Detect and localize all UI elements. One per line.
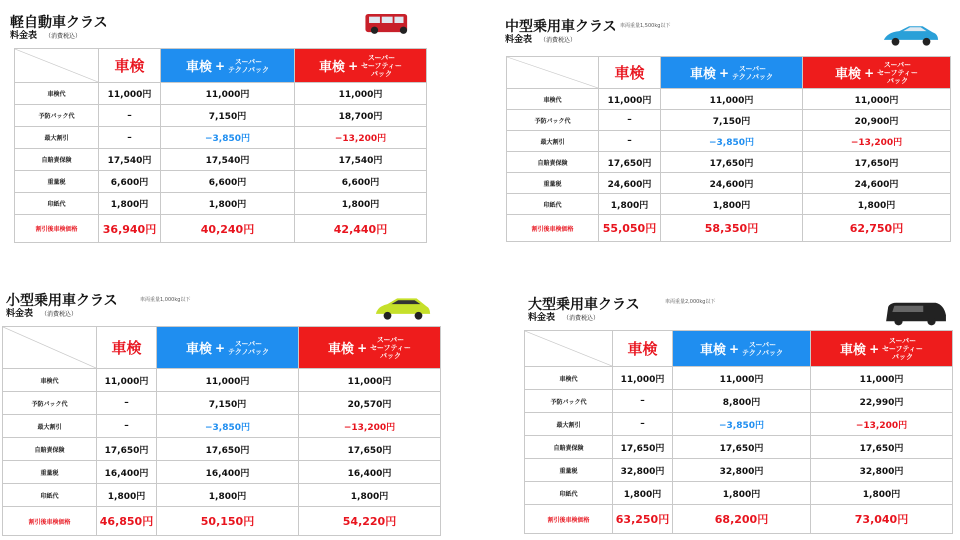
super-techno-price: 24,600円: [661, 173, 803, 194]
price-table: [14, 48, 427, 243]
class-title: 小型乗用車クラス: [6, 293, 118, 309]
shaken-price: 36,940円: [99, 215, 161, 243]
car-image: [882, 298, 948, 328]
row-label: 印紙代: [3, 484, 97, 507]
super-techno-price: 11,000円: [661, 89, 803, 110]
subtitle-text: 料金表: [6, 309, 34, 319]
super-safety-price: 6,600円: [295, 171, 427, 193]
subtitle-text: 料金表: [505, 35, 533, 45]
super-techno-price: 1,800円: [673, 482, 811, 505]
super-safety-price: 17,650円: [803, 152, 951, 173]
car-image: [372, 294, 434, 322]
super-safety-price: −13,200円: [295, 127, 427, 149]
super-safety-price: 11,000円: [803, 89, 951, 110]
super-safety-price: 24,600円: [803, 173, 951, 194]
row-label: 車検代: [507, 89, 599, 110]
super-techno-price: 11,000円: [161, 83, 295, 105]
super-safety-price: 73,040円: [811, 505, 953, 534]
shaken-price: 16,400円: [97, 461, 157, 484]
row-label: 重量税: [525, 459, 613, 482]
row-label: 車検代: [15, 83, 99, 105]
row-label: 最大割引: [525, 413, 613, 436]
safety-line3: パック: [371, 69, 393, 78]
super-safety-price: 11,000円: [811, 367, 953, 390]
row-label: 自賠責保険: [525, 436, 613, 459]
shaken-price: 6,600円: [99, 171, 161, 193]
row-label: 割引後車検価格: [507, 215, 599, 242]
super-safety-price: −13,200円: [299, 415, 441, 438]
row-label: 予防パック代: [507, 110, 599, 131]
super-techno-price: −3,850円: [673, 413, 811, 436]
super-safety-price: 18,700円: [295, 105, 427, 127]
table-row: [525, 505, 953, 534]
shaken-price: 55,050円: [599, 215, 661, 242]
shaken-price: 11,000円: [613, 367, 673, 390]
safety-line2: セーフティー: [361, 61, 402, 70]
tax-note: （消費税込）: [563, 315, 600, 322]
super-safety-pack-label: [877, 61, 918, 85]
price-table: [524, 330, 953, 534]
table-row: [3, 438, 441, 461]
shaken-price: 11,000円: [97, 369, 157, 392]
super-safety-price: 20,570円: [299, 392, 441, 415]
header-shaken-label: 車検: [835, 67, 862, 82]
plus-sign: +: [728, 341, 740, 356]
table-row: [3, 415, 441, 438]
plus-sign: +: [718, 65, 730, 80]
header-super-techno: [157, 327, 299, 369]
plus-sign: +: [214, 58, 226, 73]
super-safety-price: 11,000円: [295, 83, 427, 105]
super-safety-price: 1,800円: [811, 482, 953, 505]
super-safety-price: 1,800円: [295, 193, 427, 215]
table-row: [15, 127, 427, 149]
super-techno-pack-label: [228, 340, 269, 356]
table-row: [525, 482, 953, 505]
row-label: 最大割引: [15, 127, 99, 149]
price-table: [2, 326, 441, 536]
price-table: [506, 56, 951, 242]
safety-line2: セーフティー: [877, 68, 918, 77]
super-techno-price: 1,800円: [661, 194, 803, 215]
super-techno-price: 50,150円: [157, 507, 299, 536]
table-row: [15, 193, 427, 215]
super-safety-price: 17,540円: [295, 149, 427, 171]
super-safety-price: 54,220円: [299, 507, 441, 536]
header-shaken-label: 車検: [319, 60, 346, 75]
super-line2: テクノパック: [742, 348, 784, 357]
table-row: [525, 413, 953, 436]
row-label: 最大割引: [507, 131, 599, 152]
super-safety-price: 42,440円: [295, 215, 427, 243]
plus-sign: +: [864, 65, 875, 80]
super-safety-price: −13,200円: [811, 413, 953, 436]
table-row: [15, 105, 427, 127]
row-label: 自賠責保険: [15, 149, 99, 171]
plus-sign: +: [348, 58, 359, 73]
shaken-price: 1,800円: [97, 484, 157, 507]
shaken-price: –: [613, 413, 673, 436]
header-super-safety: [811, 331, 953, 367]
super-techno-pack-label: [742, 341, 783, 357]
class-title: 軽自動車クラス: [10, 15, 108, 31]
plus-sign: +: [357, 340, 368, 355]
super-techno-price: 40,240円: [161, 215, 295, 243]
table-row: [507, 152, 951, 173]
table-row: [15, 149, 427, 171]
table-row: [525, 367, 953, 390]
row-label: 予防パック代: [525, 390, 613, 413]
plus-sign: +: [214, 340, 226, 355]
header-shaken: 車検: [599, 57, 661, 89]
table-row: [3, 507, 441, 536]
shaken-price: 24,600円: [599, 173, 661, 194]
row-label: 車検代: [3, 369, 97, 392]
table-row: [507, 89, 951, 110]
shaken-price: –: [97, 392, 157, 415]
shaken-price: 17,540円: [99, 149, 161, 171]
table-row: [3, 484, 441, 507]
row-label: 重量税: [15, 171, 99, 193]
shaken-price: –: [99, 127, 161, 149]
table-row: [507, 131, 951, 152]
super-safety-price: 17,650円: [299, 438, 441, 461]
shaken-price: –: [97, 415, 157, 438]
price-table-subtitle: [10, 28, 81, 41]
super-techno-price: 11,000円: [673, 367, 811, 390]
shaken-price: –: [599, 110, 661, 131]
row-label: 重量税: [3, 461, 97, 484]
header-shaken-label: 車検: [328, 342, 355, 357]
super-safety-price: 1,800円: [299, 484, 441, 507]
super-techno-price: 17,650円: [661, 152, 803, 173]
super-safety-pack-label: [361, 54, 402, 78]
super-techno-pack-label: [732, 65, 773, 81]
safety-line1: スーパー: [883, 60, 912, 69]
super-techno-price: 7,150円: [661, 110, 803, 131]
super-safety-pack-label: [370, 336, 411, 360]
super-safety-price: 22,990円: [811, 390, 953, 413]
table-row: [525, 459, 953, 482]
subtitle-text: 料金表: [10, 31, 38, 41]
header-row: [3, 327, 441, 369]
super-techno-price: 8,800円: [673, 390, 811, 413]
header-super-safety: [803, 57, 951, 89]
table-row: [3, 392, 441, 415]
row-label: 自賠責保険: [3, 438, 97, 461]
super-safety-price: 16,400円: [299, 461, 441, 484]
super-line1: スーパー: [234, 57, 263, 66]
header-super-techno: [673, 331, 811, 367]
header-row: [15, 49, 427, 83]
header-shaken: 車検: [99, 49, 161, 83]
shaken-price: –: [99, 105, 161, 127]
header-shaken: 車検: [97, 327, 157, 369]
table-row: [507, 173, 951, 194]
class-title: 大型乗用車クラス: [528, 297, 640, 313]
super-safety-price: 17,650円: [811, 436, 953, 459]
shaken-price: 32,800円: [613, 459, 673, 482]
super-safety-price: 11,000円: [299, 369, 441, 392]
safety-line3: パック: [380, 351, 402, 360]
header-shaken-label: 車検: [840, 343, 867, 358]
super-line1: スーパー: [738, 64, 767, 73]
header-super-safety: [299, 327, 441, 369]
shaken-price: 1,800円: [613, 482, 673, 505]
table-row: [525, 436, 953, 459]
shaken-price: –: [613, 390, 673, 413]
price-table-subtitle: [528, 310, 599, 323]
table-row: [507, 110, 951, 131]
super-safety-pack-label: [882, 337, 923, 361]
super-techno-price: −3,850円: [661, 131, 803, 152]
row-label: 印紙代: [525, 482, 613, 505]
super-techno-price: 58,350円: [661, 215, 803, 242]
super-line1: スーパー: [234, 339, 263, 348]
safety-line2: セーフティー: [370, 343, 411, 352]
shaken-price: 11,000円: [99, 83, 161, 105]
row-label: 印紙代: [15, 193, 99, 215]
super-techno-price: 16,400円: [157, 461, 299, 484]
header-super-techno: [661, 57, 803, 89]
table-row: [3, 461, 441, 484]
super-techno-price: 7,150円: [157, 392, 299, 415]
shaken-price: 46,850円: [97, 507, 157, 536]
weight-note: 車両重量1,500kg以下: [620, 23, 671, 29]
header-shaken: 車検: [613, 331, 673, 367]
corner-cell: [525, 331, 613, 367]
weight-note: 車両重量1,000kg以下: [140, 297, 191, 303]
corner-cell: [507, 57, 599, 89]
shaken-price: 1,800円: [599, 194, 661, 215]
class-title: 中型乗用車クラス: [505, 19, 617, 35]
table-row: [15, 171, 427, 193]
row-label: 予防パック代: [3, 392, 97, 415]
safety-line2: セーフティー: [882, 344, 923, 353]
super-techno-price: −3,850円: [161, 127, 295, 149]
super-line2: テクノパック: [228, 347, 270, 356]
row-label: 割引後車検価格: [15, 215, 99, 243]
super-techno-price: 11,000円: [157, 369, 299, 392]
safety-line1: スーパー: [376, 335, 405, 344]
super-techno-price: −3,850円: [157, 415, 299, 438]
super-techno-price: 17,540円: [161, 149, 295, 171]
super-techno-price: 17,650円: [157, 438, 299, 461]
shaken-price: 17,650円: [97, 438, 157, 461]
super-safety-price: 62,750円: [803, 215, 951, 242]
super-safety-price: −13,200円: [803, 131, 951, 152]
shaken-price: 11,000円: [599, 89, 661, 110]
row-label: 重量税: [507, 173, 599, 194]
super-line2: テクノパック: [732, 72, 774, 81]
table-row: [507, 215, 951, 242]
table-row: [507, 194, 951, 215]
subtitle-text: 料金表: [528, 313, 556, 323]
super-techno-price: 1,800円: [157, 484, 299, 507]
super-techno-price: 17,650円: [673, 436, 811, 459]
row-label: 割引後車検価格: [525, 505, 613, 534]
price-table-subtitle: [6, 306, 77, 319]
plus-sign: +: [869, 341, 880, 356]
corner-cell: [15, 49, 99, 83]
super-techno-price: 32,800円: [673, 459, 811, 482]
corner-cell: [3, 327, 97, 369]
super-line1: スーパー: [748, 340, 777, 349]
header-row: [507, 57, 951, 89]
super-safety-price: 32,800円: [811, 459, 953, 482]
shaken-price: 17,650円: [613, 436, 673, 459]
row-label: 予防パック代: [15, 105, 99, 127]
car-image: [360, 8, 418, 38]
car-image: [880, 20, 942, 48]
tax-note: （消費税込）: [41, 311, 78, 318]
row-label: 印紙代: [507, 194, 599, 215]
super-techno-price: 6,600円: [161, 171, 295, 193]
safety-line1: スーパー: [888, 336, 917, 345]
header-row: [525, 331, 953, 367]
header-shaken-label: 車検: [185, 60, 212, 75]
table-row: [3, 369, 441, 392]
shaken-price: –: [599, 131, 661, 152]
row-label: 自賠責保険: [507, 152, 599, 173]
safety-line1: スーパー: [367, 53, 396, 62]
price-table-subtitle: [505, 32, 576, 45]
super-line2: テクノパック: [228, 65, 270, 74]
super-safety-price: 1,800円: [803, 194, 951, 215]
header-shaken-label: 車検: [699, 343, 726, 358]
table-row: [15, 83, 427, 105]
header-shaken-label: 車検: [689, 67, 716, 82]
row-label: 車検代: [525, 367, 613, 390]
header-shaken-label: 車検: [185, 342, 212, 357]
safety-line3: パック: [892, 352, 914, 361]
super-techno-price: 1,800円: [161, 193, 295, 215]
table-row: [15, 215, 427, 243]
super-techno-price: 68,200円: [673, 505, 811, 534]
weight-note: 車両重量2,000kg以下: [665, 299, 716, 305]
row-label: 最大割引: [3, 415, 97, 438]
shaken-price: 63,250円: [613, 505, 673, 534]
header-super-safety: [295, 49, 427, 83]
shaken-price: 1,800円: [99, 193, 161, 215]
table-row: [525, 390, 953, 413]
super-safety-price: 20,900円: [803, 110, 951, 131]
header-super-techno: [161, 49, 295, 83]
tax-note: （消費税込）: [45, 33, 82, 40]
tax-note: （消費税込）: [540, 37, 577, 44]
super-techno-pack-label: [228, 58, 269, 74]
row-label: 割引後車検価格: [3, 507, 97, 536]
safety-line3: パック: [887, 76, 909, 85]
super-techno-price: 7,150円: [161, 105, 295, 127]
shaken-price: 17,650円: [599, 152, 661, 173]
